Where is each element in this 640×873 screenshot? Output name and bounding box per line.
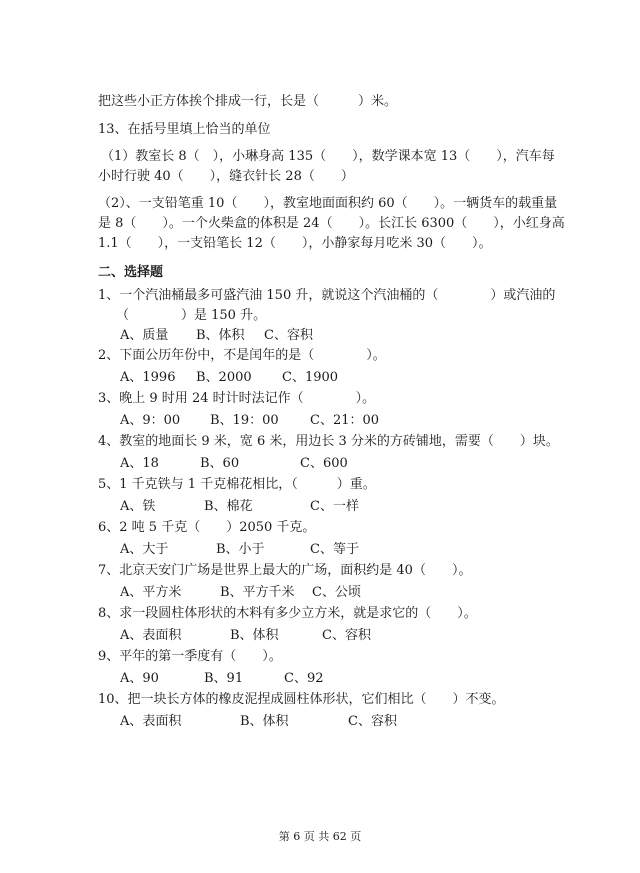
text-line: 把这些小正方体挨个排成一行，长是（ ）米。 bbox=[98, 94, 398, 109]
option-a: A、平方米 bbox=[120, 585, 182, 600]
option-c: C、容积 bbox=[264, 328, 313, 343]
option-a: A、90 bbox=[120, 671, 159, 686]
question-1-stem: 1、一个汽油桶最多可盛汽油 150 升，就说这个汽油桶的（ ）或汽油的 bbox=[98, 288, 556, 303]
option-c: C、公顷 bbox=[312, 585, 361, 600]
question-6-stem: 6、2 吨 5 千克（ ）2050 千克。 bbox=[98, 520, 316, 535]
option-b: B、体积 bbox=[240, 714, 289, 729]
question-9-stem: 9、平年的第一季度有（ ）。 bbox=[98, 649, 282, 664]
option-b: B、91 bbox=[204, 671, 244, 686]
option-b: B、平方千米 bbox=[220, 585, 295, 600]
question-13-title: 13、在括号里填上恰当的单位 bbox=[98, 122, 271, 137]
text-line: 是 8（ ）。一个火柴盒的体积是 24（ ）。长江长 6300（ ），小红身高 bbox=[98, 216, 565, 231]
option-a: A、质量 bbox=[120, 328, 169, 343]
option-b: B、2000 bbox=[196, 370, 252, 385]
option-b: B、19：00 bbox=[210, 413, 279, 428]
question-8-stem: 8、求一段圆柱体形状的木料有多少立方米，就是求它的（ ）。 bbox=[98, 606, 477, 621]
option-c: C、容积 bbox=[348, 714, 397, 729]
text-line: （2）、一支铅笔重 10（ ），教室地面面积约 60（ ）。一辆货车的载重量 bbox=[98, 196, 558, 211]
text-line: 小时行驶 40（ ），缝衣针长 28（ ） bbox=[98, 169, 354, 184]
question-2-stem: 2、下面公历年份中，不是闰年的是（ ）。 bbox=[98, 348, 386, 363]
question-7-stem: 7、北京天安门广场是世界上最大的广场，面积约是 40（ ）。 bbox=[98, 563, 472, 578]
option-a: A、18 bbox=[120, 456, 159, 471]
option-a: A、铁 bbox=[120, 499, 156, 514]
question-3-stem: 3、晚上 9 时用 24 时计时法记作（ ）。 bbox=[98, 391, 376, 406]
question-1-stem-cont: （ ）是 150 升。 bbox=[116, 308, 267, 323]
question-10-stem: 10、把一块长方体的橡皮泥捏成圆柱体形状，它们相比（ ）不变。 bbox=[98, 692, 505, 707]
option-b: B、小于 bbox=[216, 542, 265, 557]
option-a: A、表面积 bbox=[120, 628, 182, 643]
option-c: C、容积 bbox=[322, 628, 371, 643]
question-4-stem: 4、教室的地面长 9 米，宽 6 米，用边长 3 分米的方砖铺地，需要（ ）块。 bbox=[98, 434, 559, 449]
section-heading: 二、选择题 bbox=[98, 265, 164, 280]
option-c: C、等于 bbox=[310, 542, 359, 557]
option-b: B、体积 bbox=[230, 628, 279, 643]
option-a: A、1996 bbox=[120, 370, 176, 385]
text-line: 1.1（ ），一支铅笔长 12（ ），小静家每月吃米 30（ ）。 bbox=[98, 236, 492, 251]
text-line: （1）教室长 8（ ），小琳身高 135（ ），数学课本宽 13（ ），汽车每 bbox=[101, 149, 555, 164]
option-c: C、600 bbox=[300, 456, 348, 471]
page-footer: 第 6 页 共 62 页 bbox=[278, 830, 362, 843]
option-c: C、1900 bbox=[282, 370, 339, 385]
option-a: A、大于 bbox=[120, 542, 169, 557]
option-c: C、一样 bbox=[310, 499, 359, 514]
option-c: C、92 bbox=[284, 671, 324, 686]
option-b: B、60 bbox=[200, 456, 240, 471]
option-b: B、棉花 bbox=[204, 499, 253, 514]
option-c: C、21：00 bbox=[310, 413, 380, 428]
option-a: A、表面积 bbox=[120, 714, 182, 729]
option-a: A、9：00 bbox=[120, 413, 181, 428]
question-5-stem: 5、1 千克铁与 1 千克棉花相比，（ ）重。 bbox=[98, 477, 376, 492]
option-b: B、体积 bbox=[196, 328, 245, 343]
